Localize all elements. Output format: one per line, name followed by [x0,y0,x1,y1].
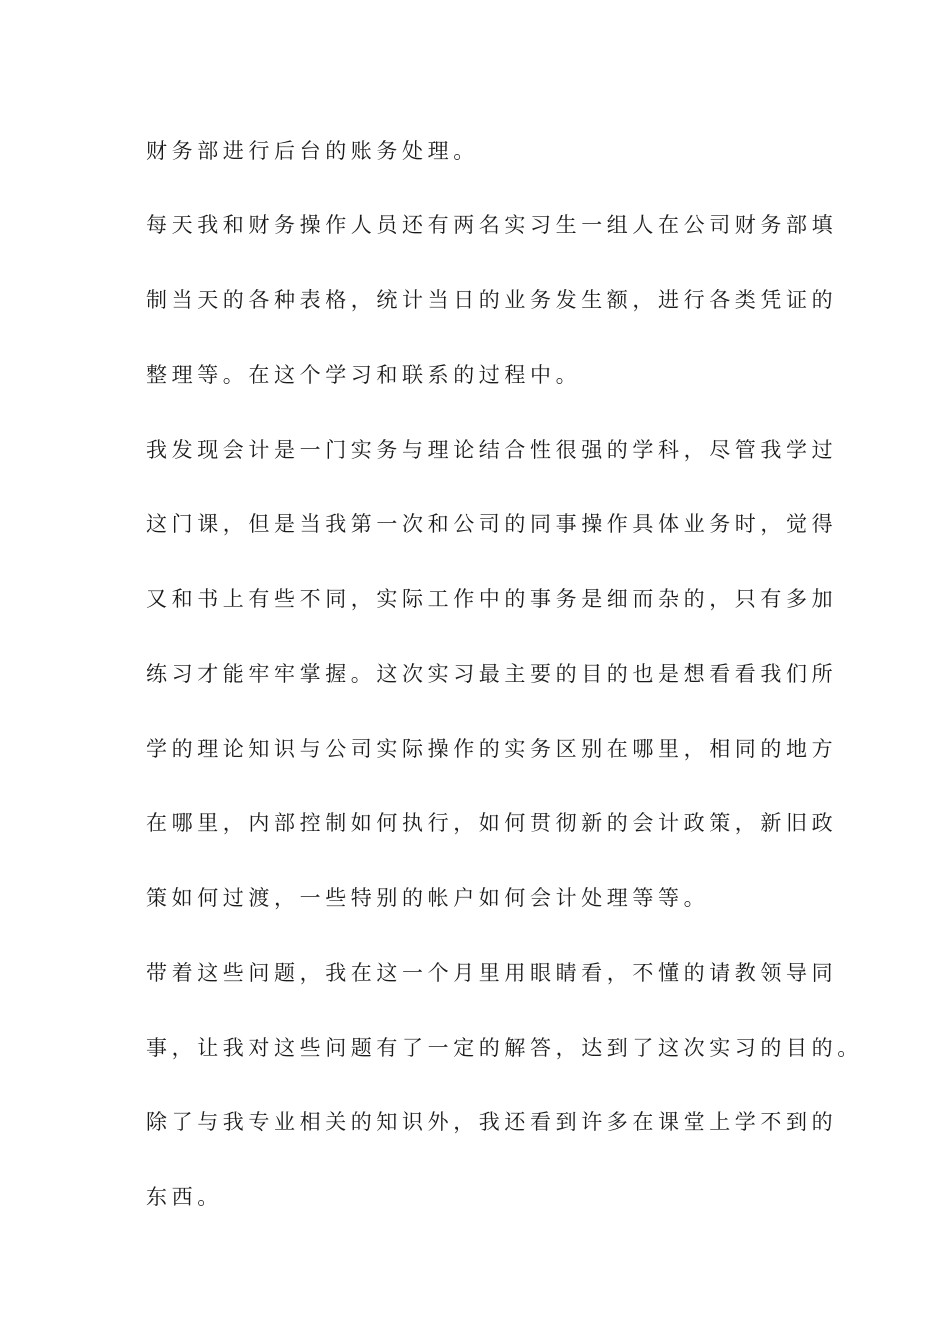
text-line: 我发现会计是一门实务与理论结合性很强的学科，尽管我学过 [146,438,838,462]
text-line: 除了与我专业相关的知识外，我还看到许多在课堂上学不到的 [146,1110,838,1134]
text-line: 练习才能牢牢掌握。这次实习最主要的目的也是想看看我们所 [146,662,838,686]
text-line: 在哪里，内部控制如何执行，如何贯彻新的会计政策，新旧政 [146,811,838,835]
text-line: 这门课，但是当我第一次和公司的同事操作具体业务时，觉得 [146,512,838,536]
text-line: 带着这些问题，我在这一个月里用眼睛看，不懂的请教领导同 [146,961,838,985]
text-line: 策如何过渡，一些特别的帐户如何会计处理等等。 [146,886,710,910]
text-line: 每天我和财务操作人员还有两名实习生一组人在公司财务部填 [146,213,838,237]
text-line: 财务部进行后台的账务处理。 [146,139,479,163]
text-line: 整理等。在这个学习和联系的过程中。 [146,363,582,387]
text-line: 事，让我对这些问题有了一定的解答，达到了这次实习的目的。 [146,1036,863,1060]
text-line: 制当天的各种表格，统计当日的业务发生额，进行各类凭证的 [146,288,838,312]
text-line: 东西。 [146,1185,223,1209]
text-line: 学的理论知识与公司实际操作的实务区别在哪里，相同的地方 [146,737,838,761]
text-line: 又和书上有些不同，实际工作中的事务是细而杂的，只有多加 [146,587,838,611]
